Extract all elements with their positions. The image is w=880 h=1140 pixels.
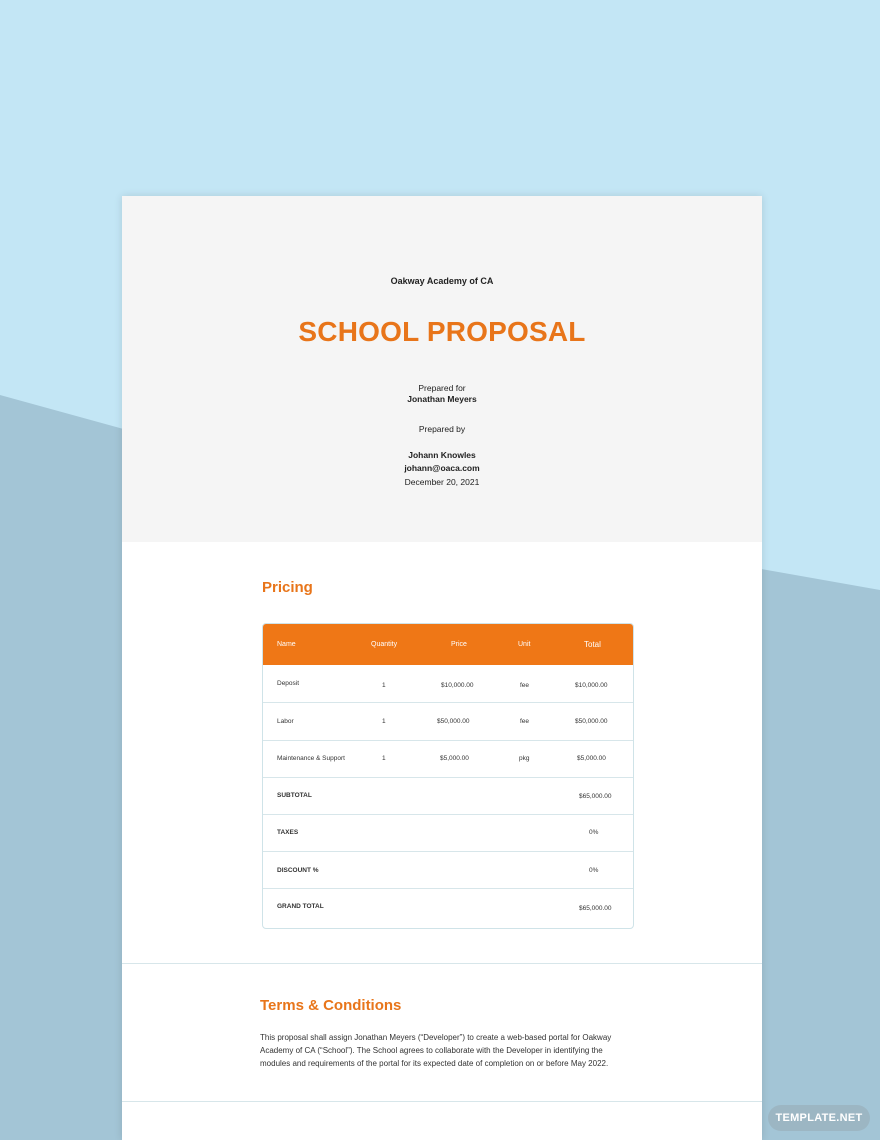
cover-section: [122, 196, 762, 542]
column-header-price: Price: [451, 641, 467, 648]
prepared-by-email: johann@oaca.com: [404, 463, 480, 473]
proposal-date: December 20, 2021: [404, 477, 480, 487]
summary-label: SUBTOTAL: [277, 792, 312, 799]
summary-value: 0%: [589, 867, 599, 874]
item-unit: pkg: [519, 755, 530, 762]
item-unit: fee: [520, 718, 530, 725]
template-net-watermark[interactable]: TEMPLATE.NET: [768, 1105, 870, 1131]
organization-name: Oakway Academy of CA: [390, 276, 494, 286]
section-divider: [122, 963, 762, 964]
table-row: [263, 740, 633, 778]
column-header-name: Name: [277, 641, 296, 648]
table-row: [263, 665, 633, 703]
section-divider: [122, 1101, 762, 1102]
column-header-unit: Unit: [518, 641, 531, 648]
pricing-table: [262, 623, 634, 929]
column-header-total: Total: [584, 640, 601, 649]
summary-row-grand-total: [263, 889, 633, 926]
prepared-by-name: Johann Knowles: [408, 450, 476, 460]
terms-body: This proposal shall assign Jonathan Meyers (“Developer”) to create a web-based portal for Oakway Academy of CA (“School”). The School agrees to collaborate with the Developer in identifying the modules and requirements of the portal for its expected date of completion on or before May 2022.: [260, 1033, 612, 1068]
item-total: $50,000.00: [575, 718, 608, 725]
summary-row-subtotal: [263, 777, 633, 815]
item-price: $5,000.00: [440, 755, 469, 762]
summary-label: DISCOUNT %: [277, 867, 319, 874]
column-header-quantity: Quantity: [371, 641, 398, 648]
prepared-for-name: Jonathan Meyers: [407, 394, 477, 404]
summary-value: 0%: [589, 829, 599, 836]
prepared-by-label: Prepared by: [418, 424, 466, 434]
prepared-for-label: Prepared for: [418, 383, 466, 393]
item-unit: fee: [520, 682, 530, 689]
item-quantity: 1: [382, 718, 386, 725]
item-total: $10,000.00: [575, 682, 608, 689]
summary-label: TAXES: [277, 829, 299, 836]
table-row: [263, 703, 633, 741]
terms-heading: Terms & Conditions: [260, 997, 402, 1014]
item-total: $5,000.00: [577, 755, 606, 762]
item-name: Labor: [277, 718, 294, 725]
item-price: $10,000.00: [441, 682, 474, 689]
summary-value: $65,000.00: [579, 905, 612, 912]
item-name: Deposit: [277, 680, 300, 687]
item-quantity: 1: [382, 755, 386, 762]
pricing-heading: Pricing: [262, 579, 313, 596]
item-name: Maintenance & Support: [277, 755, 345, 762]
table-header: [263, 624, 633, 665]
document-title: SCHOOL PROPOSAL: [298, 316, 586, 347]
summary-label: GRAND TOTAL: [277, 903, 324, 910]
document-page: [122, 196, 762, 1140]
summary-value: $65,000.00: [579, 793, 612, 800]
item-price: $50,000.00: [437, 718, 470, 725]
summary-row-taxes: [263, 814, 633, 852]
summary-row-discount: [263, 851, 633, 889]
item-quantity: 1: [382, 682, 386, 689]
